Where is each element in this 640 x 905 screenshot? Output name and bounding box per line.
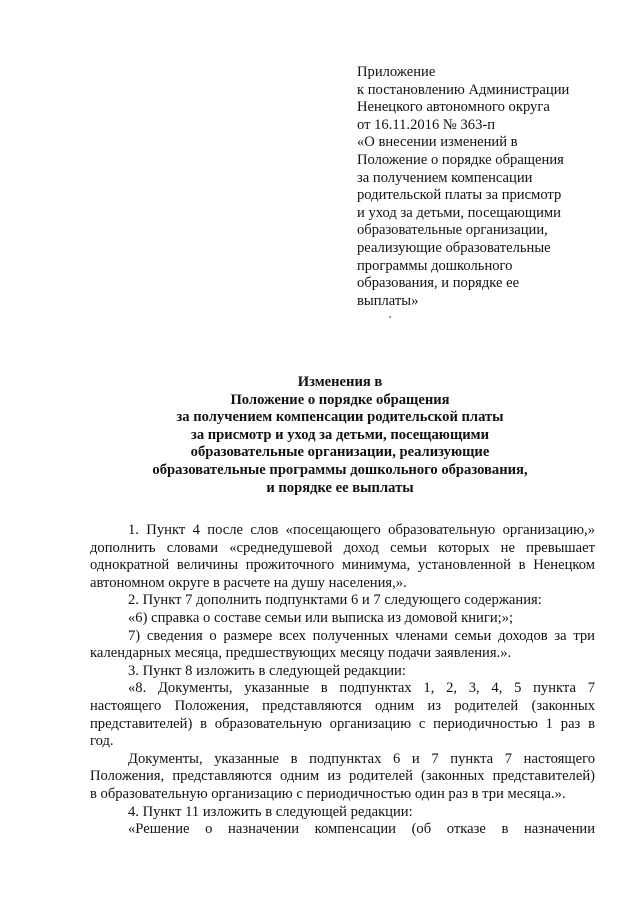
body-line: автономном округе в расчете на душу населения,». <box>90 574 407 591</box>
appendix-line: от 16.11.2016 № 363-п <box>357 116 496 133</box>
scan-speck <box>389 316 391 318</box>
appendix-line: реализующие образовательные <box>357 239 551 256</box>
body-line: Документы, указанные в подпунктах 6 и 7 пункта 7 настоящего <box>128 750 595 767</box>
appendix-line: за получением компенсации <box>357 169 533 186</box>
documents-paragraph <box>90 751 595 804</box>
title-line: Положение о порядке обращения <box>230 391 450 408</box>
body-line: представителей) в образовательную организацию с периодичностью 1 раз в <box>90 715 595 732</box>
body-line: 1. Пункт 4 после слов «посещающего образовательную организацию,» <box>128 522 595 538</box>
document-title <box>90 374 590 497</box>
title-line: образовательные программы дошкольного образования, <box>152 461 528 478</box>
body-line: настоящего Положения, представляются одним из родителей (законных <box>90 697 595 714</box>
appendix-line: образовательные организации, <box>357 222 548 239</box>
appendix-line: Ненецкого автономного округа <box>357 99 550 116</box>
body-line: 3. Пункт 8 изложить в следующей редакции: <box>128 662 406 679</box>
body-line: в образовательную организацию с периодичностью один раз в три месяца.». <box>90 785 566 802</box>
body-line: «8. Документы, указанные в подпунктах 1, 2, 3, 4, 5 пункта 7 <box>128 680 595 697</box>
appendix-line: образования, и порядке ее <box>357 275 520 292</box>
body-line: календарных месяца, предшествующих месяцу подачи заявления.». <box>90 645 512 662</box>
title-line: за получением компенсации родительской платы <box>176 409 504 426</box>
title-line: Изменения в <box>297 374 383 390</box>
subitem-6 <box>90 610 595 628</box>
paragraph-item-3 <box>90 663 595 681</box>
subitem-7 <box>90 628 595 663</box>
paragraph-item-2 <box>90 592 595 610</box>
paragraph-item-4 <box>90 804 595 822</box>
appendix-line: к постановлению Администрации <box>357 81 570 98</box>
body-line: 7) сведения о размере всех полученных членами семьи доходов за три <box>128 627 595 644</box>
body-line: «6) справка о составе семьи или выписка из домовой книги;»; <box>128 609 514 626</box>
appendix-line: «О внесении изменений в <box>357 134 518 151</box>
document-body <box>90 522 595 839</box>
title-line: образовательные организации, реализующие <box>190 444 490 461</box>
appendix-line: программы дошкольного <box>357 257 513 274</box>
appendix-line: выплаты» <box>357 292 419 309</box>
body-line: дополнить словами «среднедушевой доход семьи которых не превышает <box>90 539 595 556</box>
appendix-line: и уход за детьми, посещающими <box>357 204 561 221</box>
body-line: 2. Пункт 7 дополнить подпунктами 6 и 7 следующего содержания: <box>128 592 542 609</box>
title-line: за присмотр и уход за детьми, посещающими <box>190 426 490 443</box>
body-line: Положения, представляются одним из родителей (законных представителей) <box>90 768 595 785</box>
decision-paragraph <box>90 821 595 839</box>
appendix-line: Приложение <box>357 64 436 80</box>
appendix-line: родительской платы за присмотр <box>357 187 562 204</box>
paragraph-item-1 <box>90 522 595 592</box>
point-8-text <box>90 680 595 750</box>
body-line: 4. Пункт 11 изложить в следующей редакции: <box>128 803 413 820</box>
appendix-header <box>357 64 607 310</box>
body-line: «Решение о назначении компенсации (об отказе в назначении <box>128 821 595 838</box>
body-line: однократной величины прожиточного минимума, установленной в Ненецком <box>90 557 595 574</box>
title-line: и порядке ее выплаты <box>266 479 414 496</box>
body-line: год. <box>90 733 114 750</box>
appendix-line: Положение о порядке обращения <box>357 151 564 168</box>
